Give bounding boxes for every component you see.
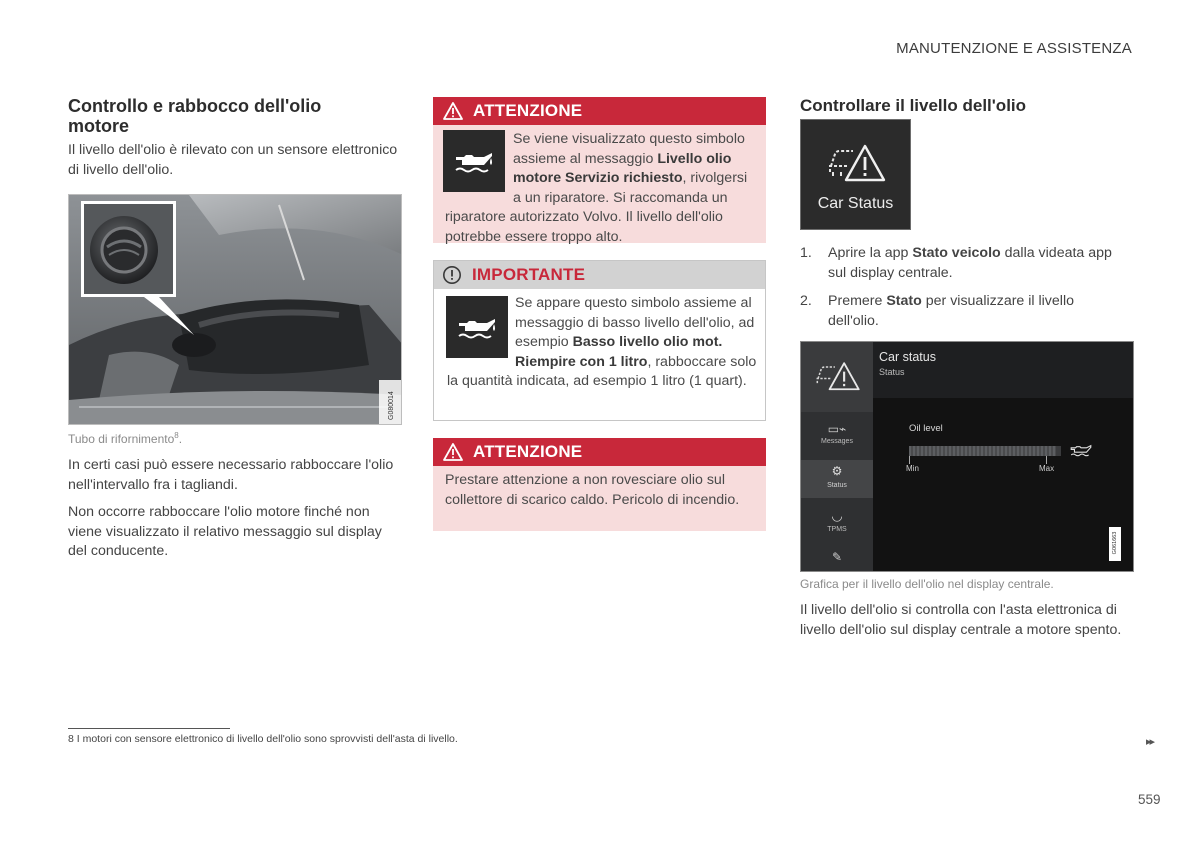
tpms-icon: ◡ [831, 508, 843, 523]
message-name: Livello olio motore Servizio richiesto [513, 150, 732, 186]
article-title: Controllo e rabbocco dell'olio motore [68, 96, 322, 136]
intro-paragraph: Il livello dell'olio è rilevato con un sensore elettronico di livello dell'olio. [68, 142, 398, 178]
page-number: 559 [1138, 792, 1161, 807]
step-number: 2. [800, 293, 812, 309]
engine-bay-illustration [69, 195, 402, 425]
screen-subtitle: Status [879, 367, 905, 377]
warning-text-part: Se viene visualizzato questo simbolo assieme al messaggio [513, 131, 745, 167]
step-item [800, 244, 1130, 284]
oil-level-label: Oil level [909, 423, 943, 434]
exclamation-circle-icon [442, 265, 462, 285]
min-tick [909, 456, 910, 464]
figure-caption-end: . [178, 432, 183, 446]
body-paragraph: Il livello dell'olio si controlla con l'asta elettronica di livello dell'olio sul display centrale a motore spento. [800, 602, 1122, 638]
max-tick [1046, 456, 1047, 464]
warning-box [433, 438, 766, 531]
sidebar-item-messages[interactable] [801, 420, 873, 458]
important-header [434, 261, 765, 289]
section-title: Controllare il livello dell'olio [800, 96, 1027, 115]
step-text-part: Aprire la app [828, 245, 913, 261]
section-header: MANUTENZIONE E ASSISTENZA [896, 40, 1132, 57]
app-name: Stato veicolo [912, 245, 1001, 261]
max-label: Max [1039, 464, 1055, 473]
important-box [433, 260, 766, 421]
step-text [828, 292, 1128, 331]
warning-text-part: , rivolgersi a un riparatore. Si raccomanda un riparatore autorizzato Volvo. Il livello dell'olio potrebbe essere troppo alto. [445, 170, 748, 245]
next-page-icon[interactable]: ▸▸ [1146, 736, 1154, 748]
car-status-icon: ⚙ [831, 464, 843, 478]
car-warning-icon [827, 142, 887, 186]
step-text-part: per visualizzare il livello dell'olio. [828, 293, 1074, 329]
wrench-icon[interactable]: ✎ [831, 550, 843, 564]
footnote-divider [68, 728, 230, 729]
warning-box [433, 97, 766, 243]
screen-title: Car status [879, 350, 936, 364]
car-status-app-button[interactable] [801, 342, 873, 412]
warning-label: ATTENZIONE [473, 442, 583, 461]
footnote [68, 733, 458, 745]
oil-level-gauge [909, 446, 1061, 456]
tile-label: Car Status [817, 195, 894, 212]
body-paragraph: Non occorre rabboccare l'olio motore finché non viene visualizzato il relativo messaggio sul display del conducente. [68, 504, 382, 559]
warning-text [445, 130, 755, 247]
sidebar-item-status[interactable] [801, 460, 873, 498]
center-display-screen [800, 341, 1134, 572]
important-label: IMPORTANTE [472, 265, 586, 284]
footnote-number: 8 [68, 733, 74, 745]
figure-caption [68, 431, 182, 446]
oil-level-fill [909, 446, 1056, 456]
step-item [800, 292, 1130, 332]
footnote-ref[interactable]: 8 [174, 431, 179, 440]
sidebar-item-label: TPMS [827, 526, 847, 533]
step-number: 1. [800, 245, 812, 261]
body-paragraph: In certi casi può essere necessario rabboccare l'olio nell'intervallo fra i tagliandi. [68, 457, 394, 493]
image-code: G061663 [1112, 531, 1118, 555]
engine-bay-photo [68, 194, 402, 425]
car-status-app-tile[interactable] [800, 119, 911, 230]
screen-header [873, 342, 1133, 398]
button-name: Stato [886, 293, 922, 309]
step-text-part: Premere [828, 293, 887, 309]
important-text [447, 294, 757, 392]
step-text-part: dalla videata app sul display centrale. [828, 245, 1112, 281]
figure-caption-text: Tubo di rifornimento [68, 432, 175, 446]
sidebar-item-label: Status [827, 482, 847, 489]
warning-triangle-icon [443, 443, 463, 461]
message-name: Basso livello olio mot. Riempire con 1 litro [515, 334, 723, 370]
warning-header [433, 438, 766, 466]
warning-text: Prestare attenzione a non rovesciare olio sul collettore di scarico caldo. Pericolo di incendio. [445, 472, 740, 508]
step-text [828, 244, 1128, 283]
warning-triangle-icon [443, 102, 463, 120]
screen-sidebar [801, 342, 873, 572]
oil-can-icon [1069, 442, 1093, 458]
car-message-icon: ▭⌁ [827, 422, 847, 436]
image-code-label [1109, 527, 1121, 561]
sidebar-item-label: Messages [821, 438, 853, 445]
footnote-text: I motori con sensore elettronico di livello dell'olio sono sprovvisti dell'asta di livello. [76, 733, 458, 745]
engine-photo-code: G080014 [388, 391, 395, 420]
sidebar-item-tpms[interactable] [801, 506, 873, 544]
important-text-part: , rabboccare solo la quantità indicata, ad esempio 1 litro (1 quart). [447, 353, 757, 389]
car-warning-icon [815, 360, 861, 394]
important-text-part: Se appare questo simbolo assieme al messaggio di basso livello dell'olio, ad esempio [515, 295, 755, 350]
figure-caption: Grafica per il livello dell'olio nel display centrale. [800, 577, 1054, 591]
warning-label: ATTENZIONE [473, 101, 583, 120]
min-label: Min [906, 464, 919, 473]
warning-header [433, 97, 766, 125]
